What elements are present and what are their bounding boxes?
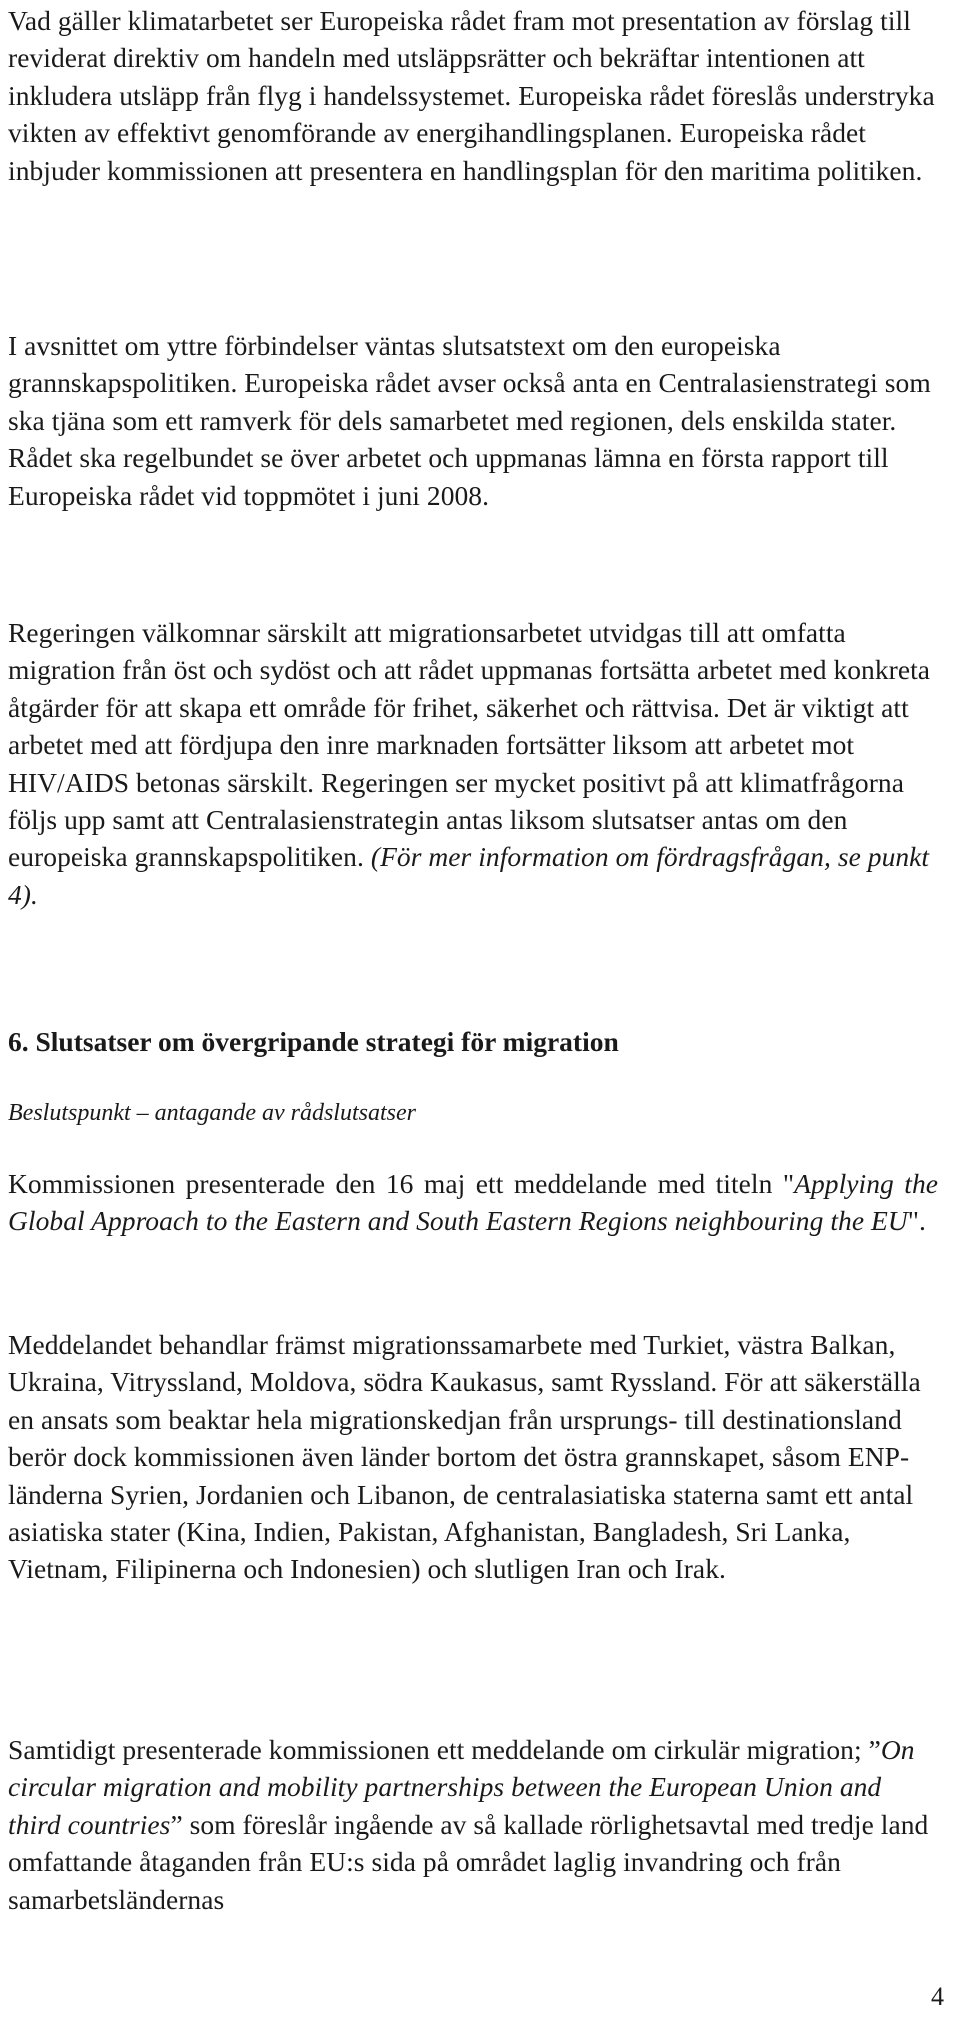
decision-point: Beslutspunkt – antagande av rådslutsatser: [8, 1100, 416, 1126]
paragraph-commission-post: ".: [907, 1205, 926, 1237]
paragraph-external-relations: I avsnittet om yttre förbindelser väntas slutsatstext om den europeiska grannskapspolitiken. Europeiska rådet avser också anta en Centralasienstrategi som ska tjäna som ett ramverk för dels samarbetet med regionen, dels enskilda stater. Rådet ska regelbundet se över arbetet och uppmanas lämna en första rapport till Europeiska rådet vid toppmötet i juni 2008.: [8, 330, 931, 511]
paragraph-government-note: (För mer information om fördragsfrågan, se punkt 4).: [8, 841, 930, 910]
paragraph-government-position: [8, 614, 938, 913]
paragraph-commission-pre: Kommissionen presenterade den 16 maj ett meddelande med titeln ": [8, 1168, 795, 1199]
paragraph-circular-migration: [8, 1731, 938, 1918]
paragraph-migration-countries: Meddelandet behandlar främst migrationssamarbete med Turkiet, västra Balkan, Ukraina, Vitryssland, Moldova, södra Kaukasus, samt Ryssland. För att säkerställa en ansats som beaktar hela migrationskedjan från ursprungs- till destinationsland berör dock kommissionen även länder bortom det östra grannskapet, såsom ENP-länderna Syrien, Jordanien och Libanon, de centralasiatiska staterna samt ett antal asiatiska stater (Kina, Indien, Pakistan, Afghanistan, Bangladesh, Sri Lanka, Vietnam, Filipinerna och Indonesien) och slutligen Iran och Irak.: [8, 1329, 921, 1585]
paragraph-government-text: Regeringen välkomnar särskilt att migrationsarbetet utvidgas till att omfatta migration från öst och sydöst och att rådet uppmanas fortsätta arbetet med konkreta åtgärder för att skapa ett område för frihet, säkerhet och rättvisa. Det är viktigt att arbetet med att fördjupa den inre marknaden fortsätter liksom att arbetet mot HIV/AIDS betonas särskilt. Regeringen ser mycket positivt på att klimatfrågorna följs upp samt att Centralasienstrategin antas liksom slutsatser antas om den europeiska grannskapspolitiken.: [8, 617, 931, 873]
communication-title: Applying the Global Approach to the Eastern and South Eastern Regions neighbouring the EU: [8, 1168, 939, 1237]
section-heading-migration: 6. Slutsatser om övergripande strategi för migration: [8, 1026, 619, 1057]
circular-migration-title: On circular migration and mobility partnerships between the European Union and third countries: [8, 1734, 915, 1840]
paragraph-circular-pre: Samtidigt presenterade kommissionen ett meddelande om cirkulär migration; ”: [8, 1734, 881, 1765]
page-number: 4: [931, 1982, 944, 2011]
paragraph-climate: Vad gäller klimatarbetet ser Europeiska rådet fram mot presentation av förslag till reviderat direktiv om handeln med utsläppsrätter och bekräftar intentionen att inkludera utsläpp från flyg i handelssystemet. Europeiska rådet föreslås understryka vikten av effektivt genomförande av energihandlingsplanen. Europeiska rådet inbjuder kommissionen att presentera en handlingsplan för den maritima politiken.: [8, 5, 935, 186]
paragraph-commission-communication: [8, 1165, 938, 1240]
paragraph-circular-post: ” som föreslår ingående av så kallade rörlighetsavtal med tredje land omfattande åtaganden från EU:s sida på området laglig invandring och från samarbetsländernas: [8, 1808, 929, 1915]
